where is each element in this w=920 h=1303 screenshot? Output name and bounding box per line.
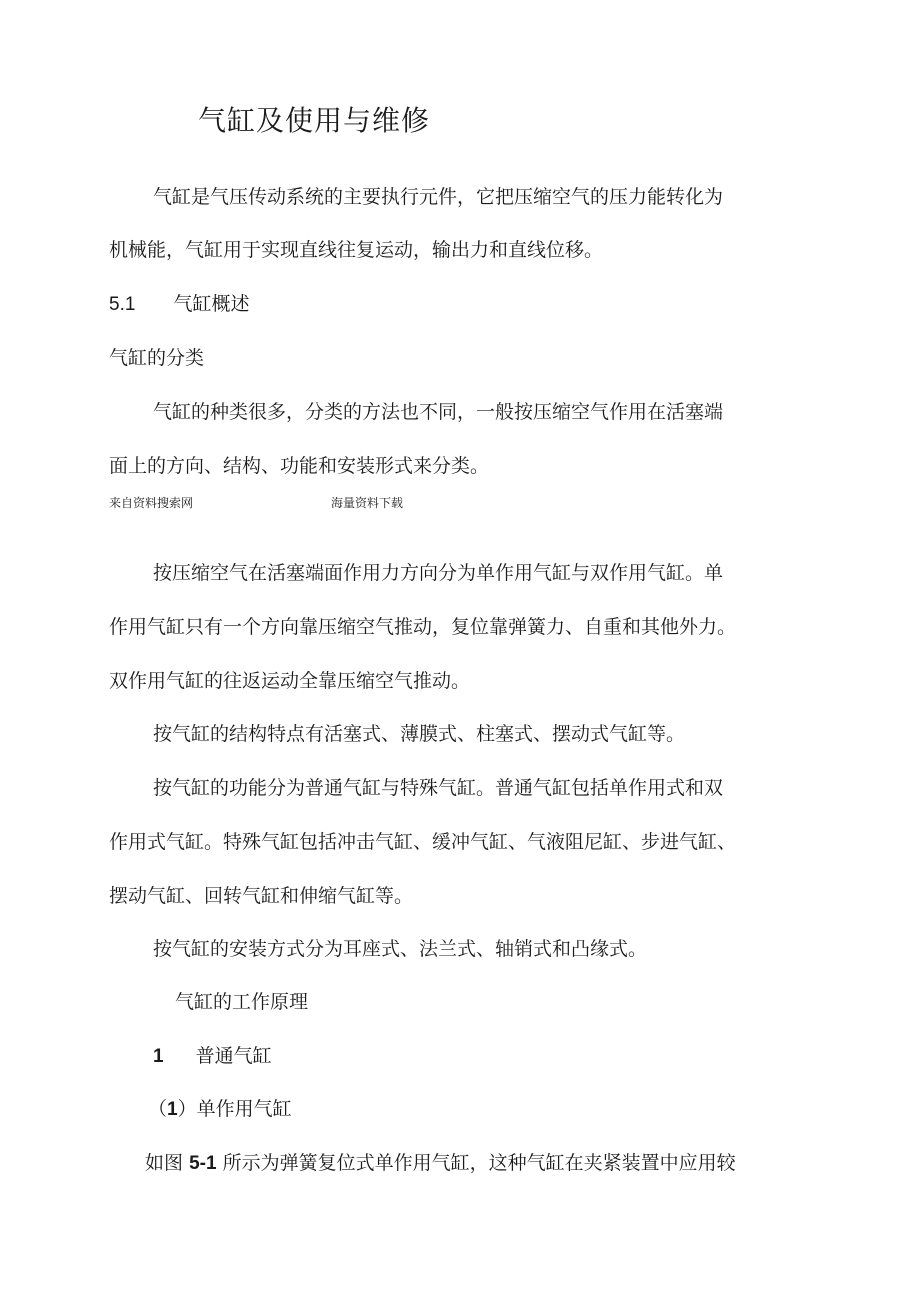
watermark-right: 海量资料下载: [331, 496, 404, 510]
paragraph-1-line-3: 双作用气缸的往返运动全靠压缩空气推动。: [109, 670, 471, 692]
list-subitem-text: ）单作用气缸: [177, 1098, 292, 1120]
section-heading-5-1: [109, 292, 250, 317]
paragraph-4-line-1: 按气缸的安装方式分为耳座式、法兰式、轴销式和凸缘式。: [153, 938, 648, 960]
last-line-before: 如图: [145, 1152, 184, 1174]
list-item-number: 1: [153, 1046, 164, 1067]
document-title: 气缸及使用与维修: [198, 104, 431, 137]
last-line-after: 所示为弹簧复位式单作用气缸，这种气缸在夹紧装置中应用较: [222, 1152, 736, 1174]
section-number: 5.1: [109, 294, 136, 315]
section-title: 气缸概述: [173, 293, 250, 315]
paragraph-2-line-1: 按气缸的结构特点有活塞式、薄膜式、柱塞式、摆动式气缸等。: [153, 723, 686, 745]
watermark-left: 来自资料搜索网: [109, 496, 194, 510]
last-paragraph-line: [145, 1151, 736, 1176]
list-item-text: 普通气缸: [195, 1045, 272, 1067]
paragraph-1-line-2: 作用气缸只有一个方向靠压缩空气推动，复位靠弹簧力、自重和其他外力。: [109, 616, 737, 638]
heading-working-principle: 气缸的工作原理: [175, 991, 309, 1013]
heading-classification: 气缸的分类: [109, 347, 205, 369]
classification-line-2: 面上的方向、结构、功能和安装形式来分类。: [109, 455, 490, 477]
paragraph-3-line-2: 作用式气缸。特殊气缸包括冲击气缸、缓冲气缸、气液阻尼缸、步进气缸、: [109, 831, 737, 853]
list-item-1: [153, 1044, 272, 1069]
classification-line-1: 气缸的种类很多，分类的方法也不同，一般按压缩空气作用在活塞端: [153, 401, 724, 423]
list-subitem-prefix: （: [148, 1098, 168, 1120]
intro-line-2: 机械能，气缸用于实现直线往复运动，输出力和直线位移。: [109, 239, 604, 261]
list-subitem-number: 1: [167, 1099, 178, 1120]
list-item-1-1: [148, 1097, 292, 1122]
intro-line-1: 气缸是气压传动系统的主要执行元件，它把压缩空气的压力能转化为: [153, 186, 724, 208]
paragraph-3-line-3: 摆动气缸、回转气缸和伸缩气缸等。: [109, 885, 414, 907]
figure-reference: 5-1: [189, 1153, 217, 1174]
paragraph-1-line-1: 按压缩空气在活塞端面作用力方向分为单作用气缸与双作用气缸。单: [153, 562, 724, 584]
paragraph-3-line-1: 按气缸的功能分为普通气缸与特殊气缸。普通气缸包括单作用式和双: [153, 777, 724, 799]
